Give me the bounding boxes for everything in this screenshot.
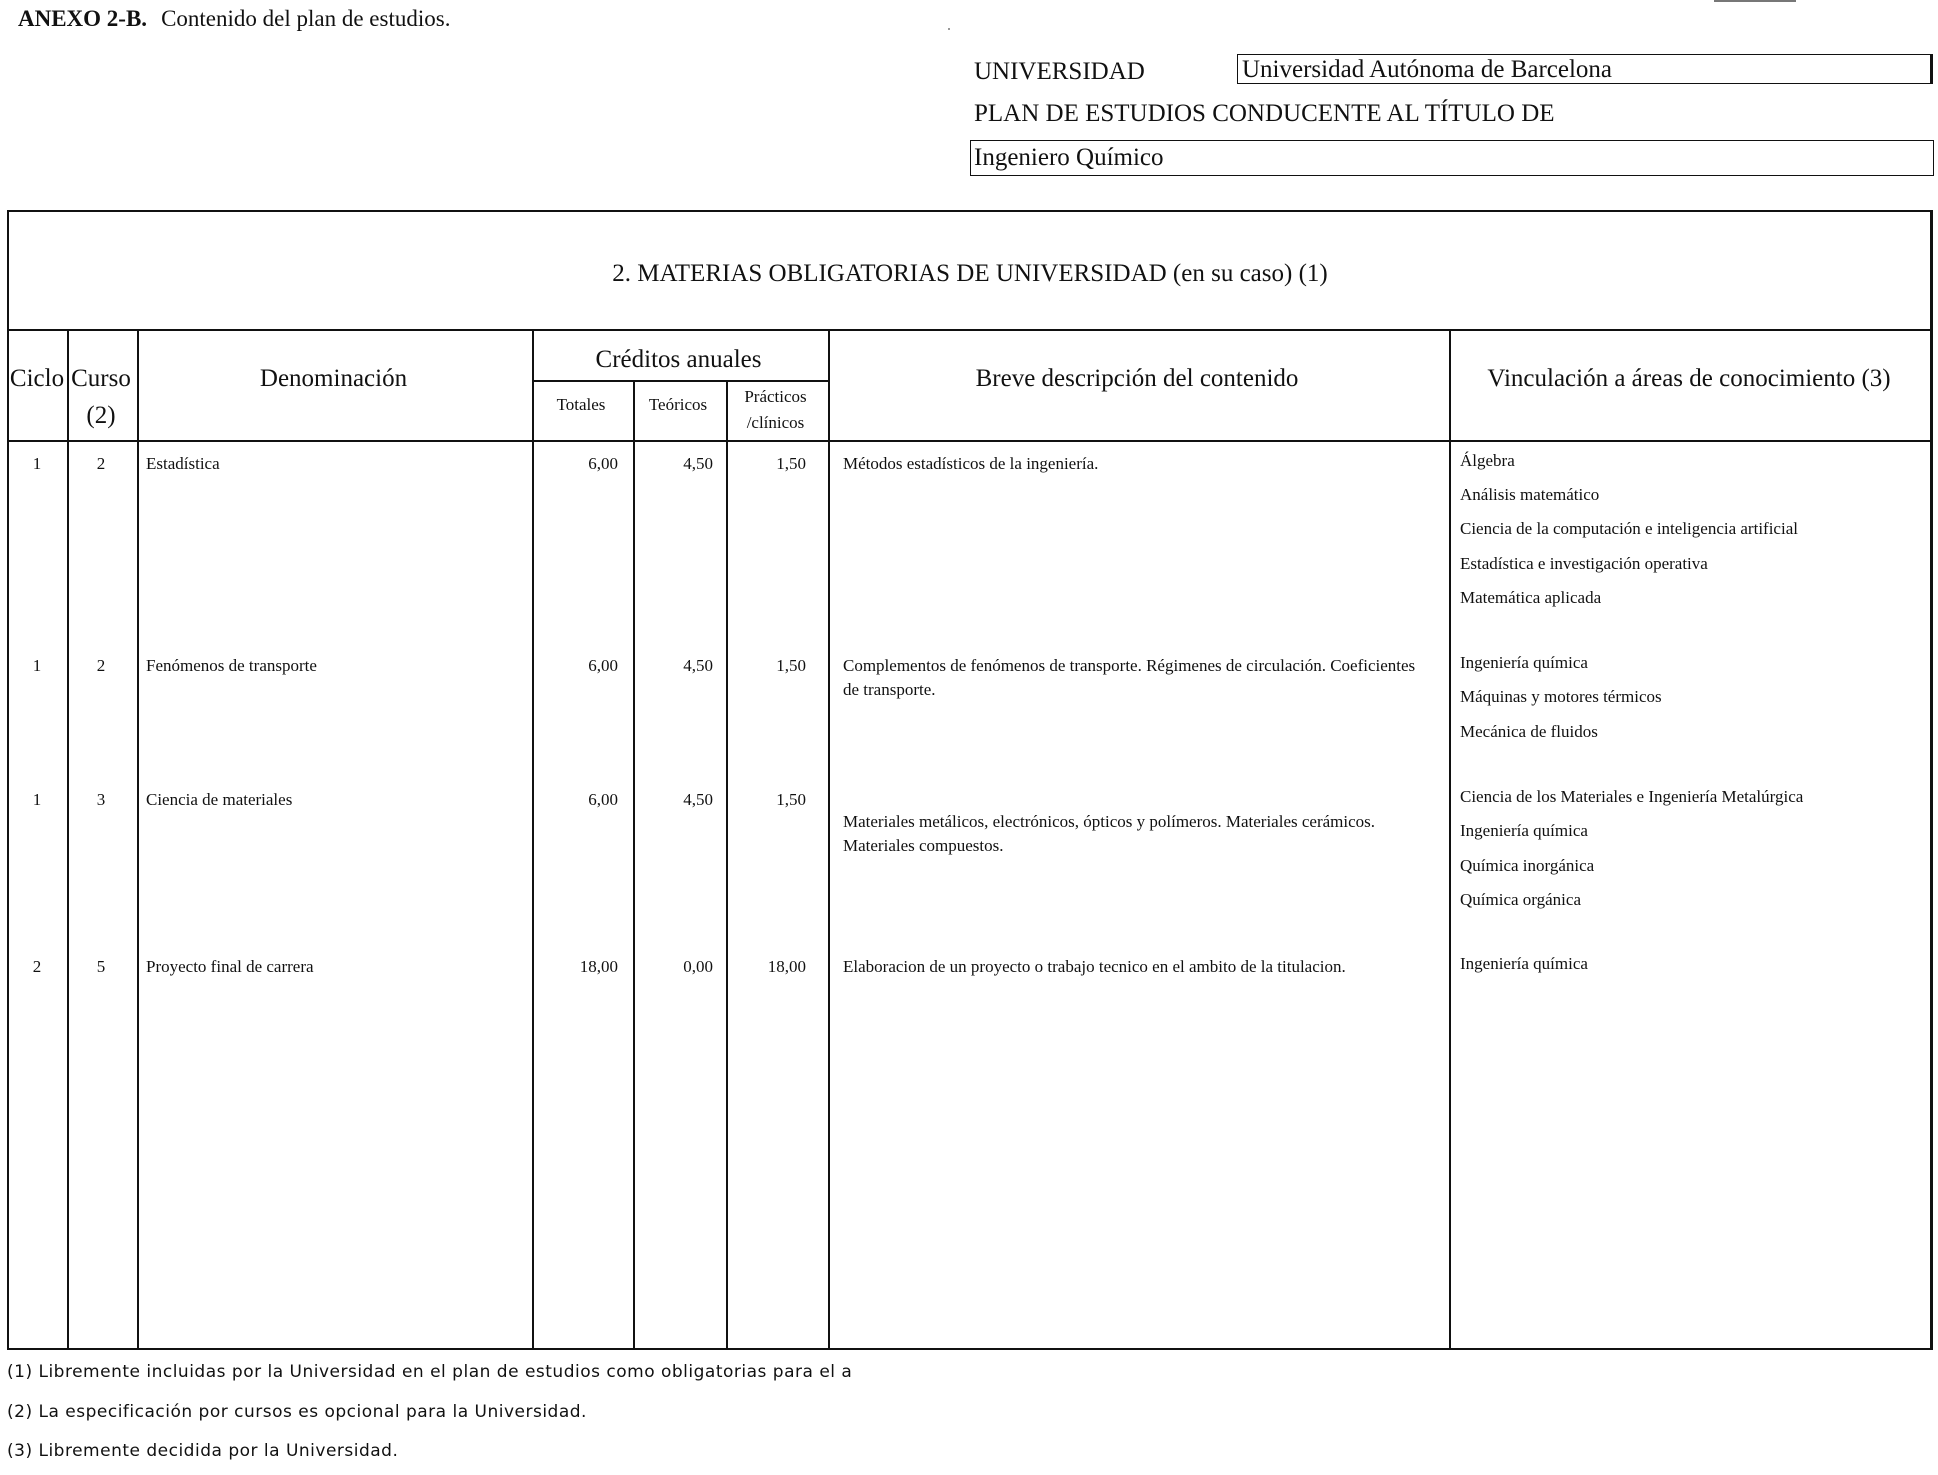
- row3-practicos: 1,50: [776, 790, 806, 809]
- row3-area: Ciencia de los Materiales e Ingeniería Metalúrgica: [1460, 787, 1804, 806]
- row2-totales: 6,00: [588, 656, 618, 675]
- universidad-field: Universidad Autónoma de Barcelona: [1237, 54, 1933, 84]
- row3-denominacion: Ciencia de materiales: [146, 790, 293, 809]
- row1-area: Ciencia de la computación e inteligencia artificial: [1460, 519, 1798, 538]
- row4-totales: 18,00: [579, 957, 618, 976]
- row3-descripcion: Materiales metálicos, electrónicos, ópticos y polímeros. Materiales cerámicos. Materiales compuestos.: [843, 812, 1376, 855]
- row4-denominacion: Proyecto final de carrera: [146, 957, 314, 976]
- header-teoricos: Teóricos: [648, 395, 708, 414]
- row1-ciclo: 1: [32, 454, 42, 473]
- row1-teoricos: 4,50: [683, 454, 713, 473]
- header-totales: Totales: [556, 395, 606, 414]
- column-divider: [1449, 329, 1451, 1350]
- row3-area: Química inorgánica: [1460, 856, 1595, 875]
- row1-curso: 2: [96, 454, 106, 473]
- row1-area: Análisis matemático: [1460, 485, 1600, 504]
- anexo-label: ANEXO 2-B.: [18, 6, 148, 31]
- column-divider: [67, 329, 69, 1350]
- table-divider: [9, 329, 1930, 331]
- header-practicos: [726, 384, 825, 436]
- row1-denominacion: Estadística: [146, 454, 220, 473]
- row4-ciclo: 2: [32, 957, 42, 976]
- header-practicos-line2: /clínicos: [746, 413, 805, 432]
- row3-area: Ingeniería química: [1460, 821, 1588, 840]
- column-divider: [828, 329, 830, 1350]
- row1-practicos: 1,50: [776, 454, 806, 473]
- header-practicos-line1: Prácticos: [744, 387, 807, 406]
- row1-totales: 6,00: [588, 454, 618, 473]
- table-divider: [9, 440, 1930, 442]
- column-divider: [532, 329, 534, 1350]
- header-curso: Curso: [71, 365, 131, 392]
- header-creditos: Créditos anuales: [595, 346, 762, 373]
- row2-teoricos: 4,50: [683, 656, 713, 675]
- header-descripcion: Breve descripción del contenido: [975, 365, 1299, 392]
- header-denominacion: Denominación: [259, 365, 408, 392]
- row3-area: Química orgánica: [1460, 890, 1582, 909]
- row2-denominacion: Fenómenos de transporte: [146, 656, 317, 675]
- row4-area: Ingeniería química: [1460, 954, 1588, 973]
- universidad-label: UNIVERSIDAD: [974, 58, 1145, 85]
- row4-teoricos: 0,00: [683, 957, 713, 976]
- table-divider: [532, 380, 828, 382]
- row1-area: Estadística e investigación operativa: [1460, 554, 1708, 573]
- anexo-title: Contenido del plan de estudios.: [161, 6, 451, 31]
- row2-area: Mecánica de fluidos: [1460, 722, 1598, 741]
- column-divider: [726, 380, 728, 1350]
- row3-teoricos: 4,50: [683, 790, 713, 809]
- footnote-3: (3) Libremente decidida por la Universidad.: [7, 1441, 399, 1461]
- column-divider: [137, 329, 139, 1350]
- row1-descripcion: Métodos estadísticos de la ingeniería.: [843, 454, 1099, 473]
- row3-totales: 6,00: [588, 790, 618, 809]
- row1-area: Álgebra: [1460, 451, 1515, 470]
- scan-mark: [948, 28, 950, 30]
- section-title: 2. MATERIAS OBLIGATORIAS DE UNIVERSIDAD (en su caso) (1): [612, 260, 1328, 287]
- header-vinculacion: Vinculación a áreas de conocimiento (3): [1487, 365, 1891, 392]
- scan-mark: [1714, 0, 1796, 2]
- row3-curso: 3: [96, 790, 106, 809]
- plan-label: PLAN DE ESTUDIOS CONDUCENTE AL TÍTULO DE: [974, 100, 1555, 127]
- row2-descripcion: Complementos de fenómenos de transporte. Régimenes de circulación. Coeficientes de transporte.: [843, 656, 1416, 699]
- row2-curso: 2: [96, 656, 106, 675]
- row2-ciclo: 1: [32, 656, 42, 675]
- row2-practicos: 1,50: [776, 656, 806, 675]
- row3-ciclo: 1: [32, 790, 42, 809]
- titulo-field: Ingeniero Químico: [970, 140, 1934, 176]
- row4-descripcion: Elaboracion de un proyecto o trabajo tecnico en el ambito de la titulacion.: [843, 957, 1346, 976]
- row2-area: Máquinas y motores térmicos: [1460, 687, 1662, 706]
- row4-curso: 5: [96, 957, 106, 976]
- column-divider: [633, 380, 635, 1350]
- document-heading: [18, 6, 450, 32]
- row1-area: Matemática aplicada: [1460, 588, 1602, 607]
- footnote-2: (2) La especificación por cursos es opcional para la Universidad.: [7, 1402, 587, 1422]
- header-ciclo: Ciclo: [9, 365, 65, 392]
- row2-area: Ingeniería química: [1460, 653, 1588, 672]
- row4-practicos: 18,00: [767, 957, 806, 976]
- header-curso-note: (2): [86, 402, 116, 429]
- footnote-1: (1) Libremente incluidas por la Universidad en el plan de estudios como obligatorias para el a: [7, 1362, 853, 1382]
